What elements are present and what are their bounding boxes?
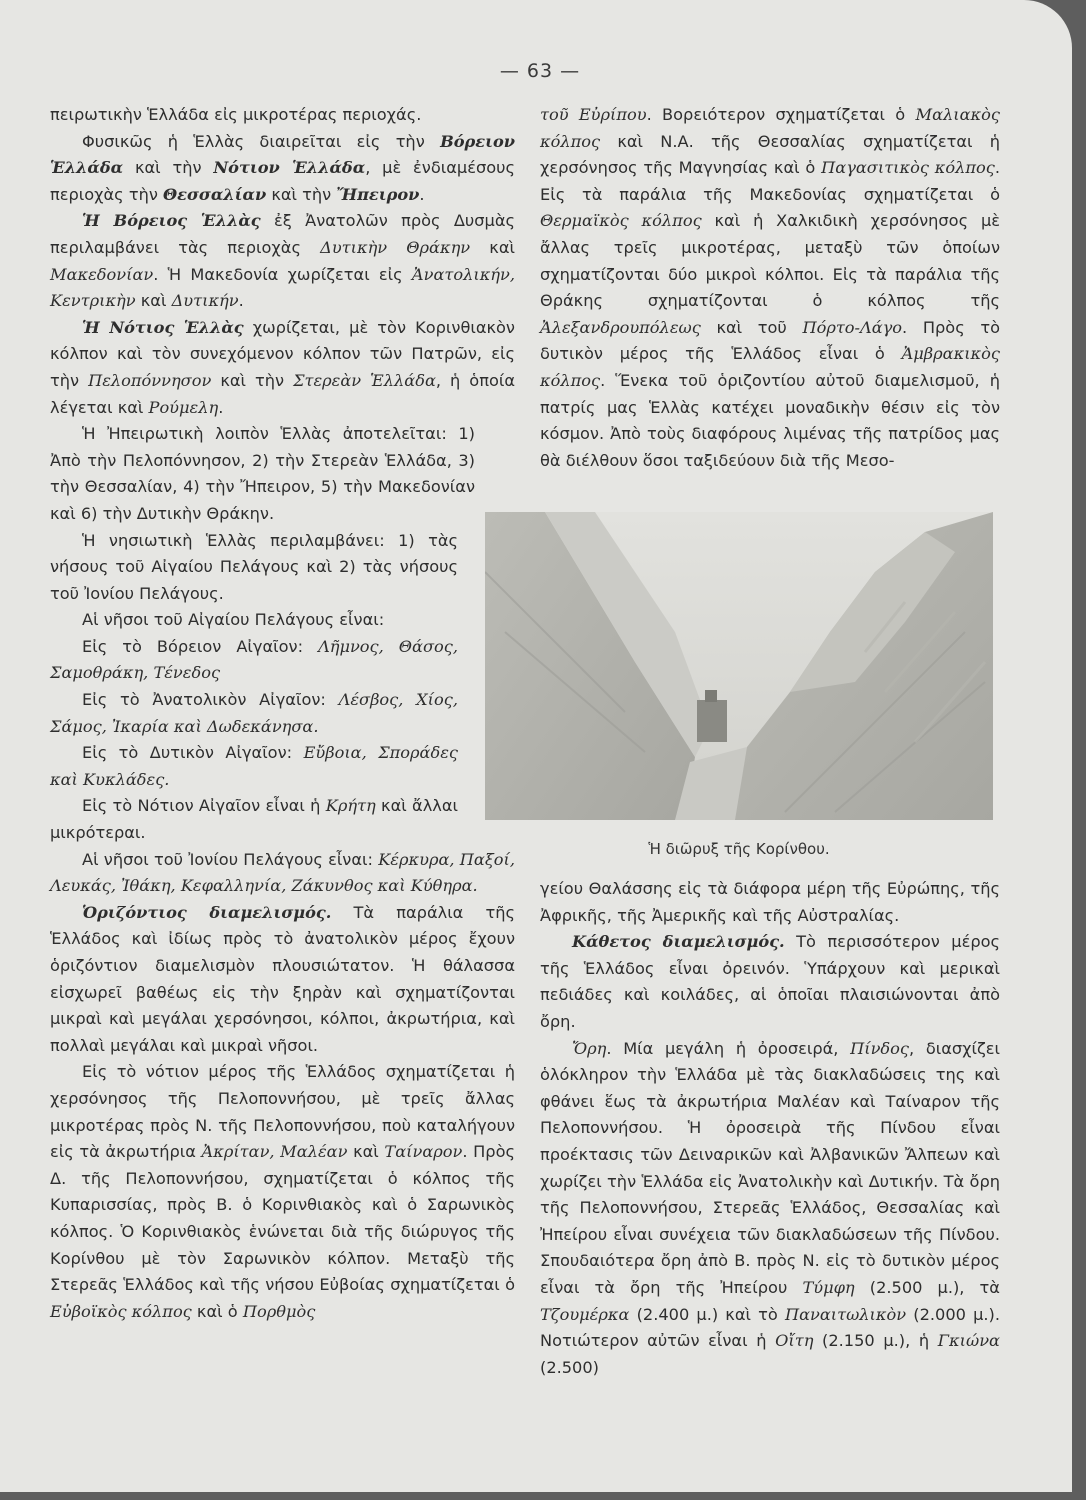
paragraph: τοῦ Εὐρίπου. Βορειότερον σχηματίζεται ὁ Μαλιακὸς κόλπος καὶ Ν.Α. τῆς Θεσσαλίας σχηματίζεται ἡ χερσόνησος τῆς Μαγνησίας καὶ ὁ Παγασιτικὸς κόλπος. Εἰς τὰ παράλια τῆς Μακεδονίας σχηματίζεται ὁ Θερμαϊκὸς κόλπος καὶ ἡ Χαλκιδικὴ χερσόνησος μὲ ἄλλας τρεῖς μικροτέρας, μεταξὺ τῶν ὁποίων σχηματίζονται δύο μικροὶ κόλποι. Εἰς τὰ παράλια τῆς Θράκης σχηματίζονται ὁ κόλπος τῆς Ἀλεξανδρουπόλεως καὶ τοῦ Πόρτο-Λάγο. Πρὸς τὸ δυτικὸν μέρος τῆς Ἑλλάδος εἶναι ὁ Ἀμβρακικὸς κόλπος. Ἕνεκα τοῦ ὁριζοντίου αὐτοῦ διαμελισμοῦ, ἡ πατρίς μας Ἑλλὰς κατέχει μοναδικὴν θέσιν εἰς τὸν κόσμον. Ἀπὸ τοὺς διαφόρους λιμένας τῆς πατρίδος μας θὰ διέλθουν ὅσοι ταξιδεύουν διὰ τῆς Μεσο-: [540, 105, 1001, 470]
paragraph: Φυσικῶς ἡ Ἑλλὰς διαιρεῖται εἰς τὴν Βόρειον Ἑλλάδα καὶ τὴν Νότιον Ἑλλάδα, μὲ ἐνδιαμέσους περιοχὰς τὴν Θεσσαλίαν καὶ τὴν Ἤπειρον.: [50, 131, 516, 204]
paragraph: Κάθετος διαμελισμός. Τὸ περισσότερον μέρος τῆς Ἑλλάδος εἶναι ὀρεινόν. Ὑπάρχουν καὶ μερικαὶ πεδιάδες καὶ κοιλάδες, αἱ ὁποῖαι πλαισιώνονται ἀπὸ ὄρη.: [540, 932, 1001, 1031]
page-number: — 63 —: [499, 60, 581, 82]
corinth-canal-photo: [485, 512, 993, 820]
paragraph: Ὁριζόντιος διαμελισμός. Τὰ παράλια τῆς Ἑλλάδος καὶ ἰδίως πρὸς τὸ ἀνατολικὸν μέρος ἔχουν ὁριζόντιον διαμελισμὸν πλουσιώτατον. Ἡ θάλασσα εἰσχωρεῖ βαθέως εἰς τὴν ξηρὰν καὶ σχηματίζονται μικραὶ καὶ μεγάλαι χερσόνησοι, κόλποι, ἀκρωτήρια, καὶ πολλαὶ μεγάλαι καὶ μικραὶ νῆσοι.: [50, 902, 515, 1055]
paragraph: Εἰς τὸ Βόρειον Αἰγαῖον: Λῆμνος, Θάσος, Σαμοθράκη, Τένεδος: [50, 636, 458, 683]
right-column-lower: [540, 876, 1000, 1381]
paragraph: Αἱ νῆσοι τοῦ Ἰονίου Πελάγους εἶναι: Κέρκυρα, Παξοί, Λευκάς, Ἰθάκη, Κεφαλληνία, Ζάκυνθος καὶ Κύθηρα.: [50, 849, 515, 896]
paragraph: πειρωτικὴν Ἑλλάδα εἰς μικροτέρας περιοχάς.: [50, 105, 422, 124]
paragraph: Εἰς τὸ Δυτικὸν Αἰγαῖον: Εὔβοια, Σποράδες καὶ Κυκλάδες.: [50, 743, 458, 789]
paragraph: Ἡ Βόρειος Ἑλλὰς ἐξ Ἀνατολῶν πρὸς Δυσμὰς περιλαμβάνει τὰς περιοχὰς Δυτικὴν Θράκην καὶ Μακεδονίαν. Ἡ Μακεδονία χωρίζεται εἰς Ἀνατολικήν, Κεντρικὴν καὶ Δυτικήν.: [50, 211, 516, 311]
paragraph: γείου Θαλάσσης εἰς τὰ διάφορα μέρη τῆς Εὐρώπης, τῆς Ἀφρικῆς, τῆς Ἀμερικῆς καὶ τῆς Αὐστραλίας.: [540, 879, 1000, 925]
paragraph: Εἰς τὸ Ἀνατολικὸν Αἰγαῖον: Λέσβος, Χίος, Σάμος, Ἰκαρία καὶ Δωδεκάνησα.: [50, 690, 458, 736]
right-column: [540, 102, 1000, 474]
left-column: [50, 102, 515, 1325]
paragraph: Ὄρη. Μία μεγάλη ἡ ὀροσειρά, Πίνδος, διασχίζει ὁλόκληρον τὴν Ἑλλάδα μὲ τὰς διακλαδώσεις της καὶ φθάνει ἕως τὰ ἀκρωτήρια Μαλέαν καὶ Ταίναρον τῆς Πελοποννήσου. Ἡ ὀροσειρὰ τῆς Πίνδου εἶναι προέκτασις τῶν Δειναρικῶν καὶ Ἀλβανικῶν Ἄλπεων καὶ χωρίζει τὴν Ἑλλάδα εἰς Ἀνατολικὴν καὶ Δυτικήν. Τὰ ὄρη τῆς Πελοποννήσου, Στερεᾶς Ἑλλάδος, Θεσσαλίας καὶ Ἠπείρου εἶναι συνέχεια τῶν διακλαδώσεων τῆς Πίνδου. Σπουδαιότερα ὄρη ἀπὸ Β. πρὸς Ν. εἰς τὸ δυτικὸν μέρος εἶναι τὰ ὄρη τῆς Ἠπείρου Τύμφη (2.500 μ.), τὰ Τζουμέρκα (2.400 μ.) καὶ τὸ Παναιτωλικὸν (2.000 μ.). Νοτιώτερον αὐτῶν εἶναι ἡ Οἴτη (2.150 μ.), ἡ Γκιώνα (2.500): [540, 1038, 1000, 1377]
photo-caption: Ἡ διῶρυξ τῆς Κορίνθου.: [648, 840, 830, 858]
paragraph: Αἱ νῆσοι τοῦ Αἰγαίου Πελάγους εἶναι:: [82, 610, 385, 630]
paragraph: Εἰς τὸ Νότιον Αἰγαῖον εἶναι ἡ Κρήτη καὶ ἄλλαι μικρότεραι.: [50, 796, 459, 843]
paragraph: Ἡ Νότιος Ἑλλὰς χωρίζεται, μὲ τὸν Κορινθιακὸν κόλπον καὶ τὸν συνεχόμενον κόλπον τῶν Πατρῶν, εἰς τὴν Πελοπόννησον καὶ τὴν Στερεὰν Ἑλλάδα, ἡ ὁποία λέγεται καὶ Ρούμελη.: [50, 317, 515, 417]
paragraph: Ἡ νησιωτικὴ Ἑλλὰς περιλαμβάνει: 1) τὰς νήσους τοῦ Αἰγαίου Πελάγους καὶ 2) τὰς νήσους τοῦ Ἰονίου Πελάγους.: [50, 530, 458, 603]
paragraph: Εἰς τὸ νότιον μέρος τῆς Ἑλλάδος σχηματίζεται ἡ χερσόνησος τῆς Πελοποννήσου, μὲ τρεῖς ἄλλας μικροτέρας πρὸς Ν. τῆς Πελοποννήσου, ποὺ καταλήγουν εἰς τὰ ἀκρωτήρια Ἀκρίταν, Μαλέαν καὶ Ταίναρον. Πρὸς Δ. τῆς Πελοποννήσου, σχηματίζεται ὁ κόλπος τῆς Κυπαρισσίας, πρὸς Β. ὁ Κορινθιακὸς καὶ ὁ Σαρωνικὸς κόλπος. Ὁ Κορινθιακὸς ἑνώνεται διὰ τῆς διώρυγος τῆς Κορίνθου μὲ τὸν Σαρωνικὸν κόλπον. Μεταξὺ τῆς Στερεᾶς Ἑλλάδος καὶ τῆς νήσου Εὐβοίας σχηματίζεται ὁ Εὐβοϊκὸς κόλπος καὶ ὁ Πορθμὸς: [50, 1062, 515, 1321]
paragraph: Ἡ Ἠπειρωτικὴ λοιπὸν Ἑλλὰς ἀποτελεῖται: 1) Ἀπὸ τὴν Πελοπόννησον, 2) τὴν Στερεὰν Ἑλλάδα, 3) τὴν Θεσσαλίαν, 4) τὴν Ἤπειρον, 5) τὴν Μακεδονίαν καὶ 6) τὴν Δυτικὴν Θράκην.: [50, 424, 475, 523]
